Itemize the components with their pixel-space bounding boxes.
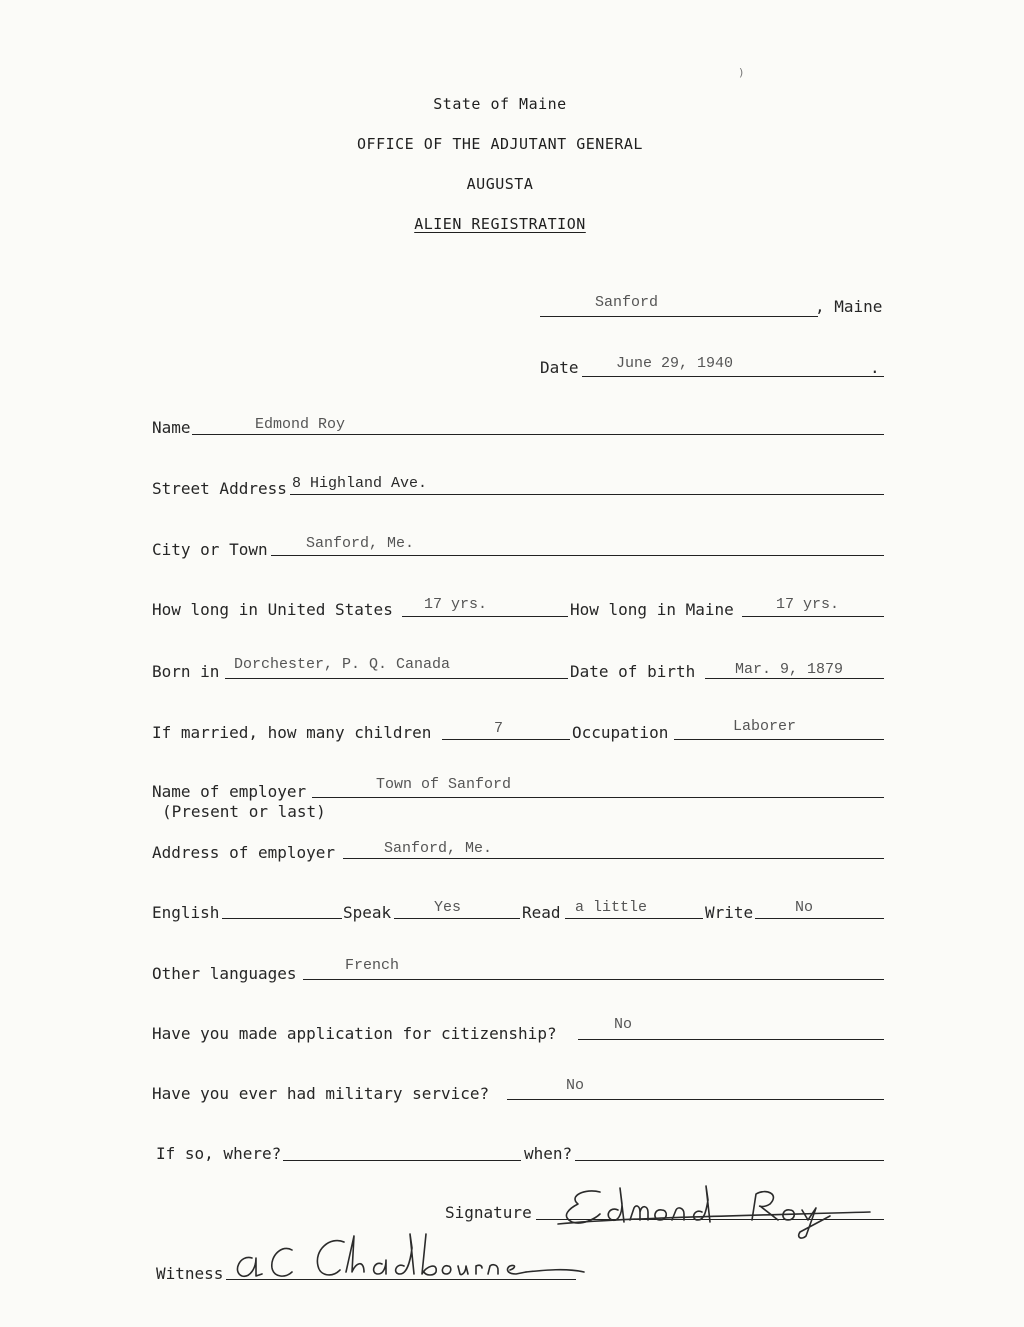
when-label: when? <box>524 1144 573 1163</box>
military-label: Have you ever had military service? <box>152 1084 490 1103</box>
where-line <box>283 1160 521 1161</box>
citizenship-label: Have you made application for citizenship? <box>152 1024 557 1043</box>
employer-sublabel: (Present or last) <box>162 802 326 821</box>
maine-time-line <box>742 616 884 617</box>
city-town-line <box>271 555 884 556</box>
us-time-value: 17 yrs. <box>424 596 488 613</box>
date-value: June 29, 1940 <box>616 355 734 372</box>
maine-time-label: How long in Maine <box>570 600 734 619</box>
name-value: Edmond Roy <box>255 416 346 433</box>
town-line <box>540 316 818 317</box>
military-value: No <box>566 1077 585 1094</box>
date-end-mark: . <box>870 358 880 377</box>
birth-date-value: Mar. 9, 1879 <box>735 661 844 678</box>
occupation-label: Occupation <box>572 723 669 742</box>
read-line <box>565 918 703 919</box>
date-line <box>582 376 884 377</box>
employer-value: Town of Sanford <box>376 776 512 793</box>
employer-line <box>312 797 884 798</box>
speak-label: Speak <box>343 903 392 922</box>
witness-handwriting <box>226 1228 586 1298</box>
us-time-label: How long in United States <box>152 600 393 619</box>
military-line <box>507 1099 884 1100</box>
occupation-value: Laborer <box>733 718 797 735</box>
read-label: Read <box>522 903 561 922</box>
corner-mark: ) <box>738 66 745 79</box>
english-line <box>222 918 342 919</box>
other-languages-value: French <box>345 957 400 974</box>
name-line <box>192 434 884 435</box>
form-title: ALIEN REGISTRATION <box>414 215 586 233</box>
city-town-value: Sanford, Me. <box>306 535 415 552</box>
city-town-label: City or Town <box>152 540 268 559</box>
employer-label: Name of employer <box>152 782 307 801</box>
born-in-line <box>225 678 568 679</box>
where-label: If so, where? <box>156 1144 282 1163</box>
state-suffix-label: , Maine <box>815 297 883 316</box>
born-in-label: Born in <box>152 662 220 681</box>
us-time-line <box>402 616 568 617</box>
employer-address-label: Address of employer <box>152 843 336 862</box>
maine-time-value: 17 yrs. <box>776 596 840 613</box>
street-line <box>290 494 884 495</box>
town-value: Sanford <box>595 294 659 311</box>
employer-address-line <box>343 858 884 859</box>
state-heading: State of Maine <box>433 95 567 113</box>
write-line <box>755 918 884 919</box>
write-value: No <box>795 899 814 916</box>
city-heading: AUGUSTA <box>466 175 534 193</box>
date-label: Date <box>540 358 579 377</box>
read-value: a little <box>575 899 648 916</box>
children-line <box>442 739 570 740</box>
citizenship-value: No <box>614 1016 633 1033</box>
when-line <box>575 1160 884 1161</box>
citizenship-line <box>578 1039 884 1040</box>
birth-date-line <box>705 678 884 679</box>
other-languages-label: Other languages <box>152 964 297 983</box>
name-label: Name <box>152 418 191 437</box>
street-value: 8 Highland Ave. <box>292 475 428 492</box>
write-label: Write <box>705 903 754 922</box>
children-label: If married, how many children <box>152 723 432 742</box>
street-label: Street Address <box>152 479 287 498</box>
children-value: 7 <box>494 720 504 737</box>
speak-value: Yes <box>434 899 462 916</box>
birth-date-label: Date of birth <box>570 662 696 681</box>
office-heading: OFFICE OF THE ADJUTANT GENERAL <box>357 135 643 153</box>
signature-label: Signature <box>445 1203 532 1222</box>
employer-address-value: Sanford, Me. <box>384 840 493 857</box>
english-label: English <box>152 903 220 922</box>
born-in-value: Dorchester, P. Q. Canada <box>234 656 451 673</box>
witness-label: Witness <box>156 1264 224 1283</box>
speak-line <box>394 918 520 919</box>
occupation-line <box>674 739 884 740</box>
other-languages-line <box>303 979 884 980</box>
